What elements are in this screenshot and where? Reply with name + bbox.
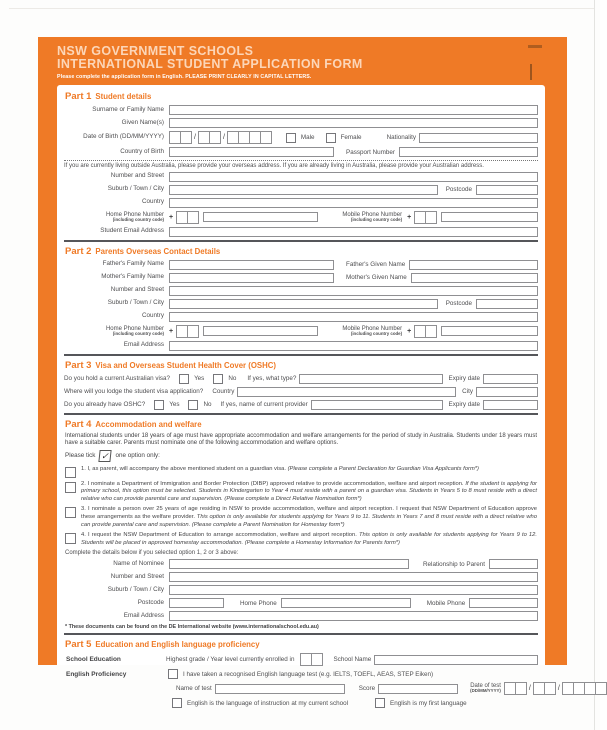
phone-code-cell[interactable] [425,211,437,224]
scan-artifact [530,64,532,80]
date-cell[interactable] [209,131,221,144]
visa-expiry-input[interactable] [483,374,538,384]
nominee-street-input[interactable] [169,572,538,582]
male-checkbox[interactable] [286,133,296,143]
option-4-checkbox[interactable] [65,533,76,544]
nominee-mobile-phone-input[interactable] [469,598,538,608]
street-label: Number and Street [110,286,164,294]
form-title-line2: INTERNATIONAL STUDENT APPLICATION FORM [57,57,363,71]
parents-street-input[interactable] [169,286,538,296]
nominee-home-phone-input[interactable] [281,598,411,608]
plus-sign: + [407,213,412,221]
date-cell[interactable] [595,682,607,695]
relationship-input[interactable] [489,559,538,569]
dob-row [64,131,538,144]
no-label: No [228,375,237,383]
application-form-page [38,37,567,707]
postcode-label: Postcode [445,300,472,308]
mother-family-label: Mother's Family Name [101,273,164,281]
student-street-input[interactable] [169,172,538,182]
address-note: If you are currently living outside Australia, please provide your overseas address. If you are already living in Australia, please provide your Australian address. [64,163,484,169]
form-title-line1: NSW GOVERNMENT SCHOOLS [57,44,254,58]
part2-title: Parents Overseas Contact Details [95,246,221,256]
english-instruction-checkbox[interactable] [172,698,182,708]
surname-label: Surname or Family Name [92,105,164,113]
parents-postcode-input[interactable] [476,299,538,309]
suburb-label: Suburb / Town / City [107,185,164,193]
student-email-input[interactable] [169,227,538,237]
surname-row [64,105,538,115]
mobile-phone-label: Mobile Phone [426,599,466,607]
dob-label: Date of Birth (DD/MM/YYYY) [83,133,164,141]
nominee-row [64,559,538,569]
part4-number: Part 4 [65,418,92,430]
home-phone-label: Home Phone [240,599,277,607]
student-mobile-phone-input[interactable] [441,212,538,222]
option-1-checkbox[interactable] [65,467,76,478]
mother-given-input[interactable] [411,273,538,283]
visa-lodge-row [64,387,538,397]
scan-page-top-edge [9,8,595,9]
part4-intro: International students under 18 years of age must have appropriate accommodation and welfare arrangements for the period of study in Australia. Students under 18 years must have a suitable carer. Parents must nominate one of the following accommodation and welfare options. [65,432,537,447]
section-divider [64,354,538,356]
scan-page-right-edge [594,0,595,730]
parents-mobile-phone-input[interactable] [441,326,538,336]
mother-family-input[interactable] [169,273,334,283]
school-name-input[interactable] [374,655,538,665]
home-phone-code-cells [176,211,199,224]
nationality-input[interactable] [419,133,538,143]
visa-yes-checkbox[interactable] [179,374,189,384]
tick-post-label: one option only: [115,452,160,460]
parents-street-row [64,286,538,296]
home-phone-label: Home Phone Number (including country code) [105,212,164,223]
accommodation-option-2 [65,481,537,504]
accommodation-option-3 [65,506,537,529]
student-street-row [64,172,538,182]
visa-expiry-label: Expiry date [448,375,480,383]
english-first-language-label: English is my first language [390,699,467,707]
part2-heading [65,246,537,257]
test-date-year-cells [562,682,607,695]
lodge-city-input[interactable] [476,387,538,397]
email-label: Email Address [123,611,164,619]
school-name-label: School Name [333,656,372,664]
parents-phone-row [64,325,538,338]
student-country-row [64,198,538,208]
name-of-test-label: Name of test [176,685,212,693]
name-of-test-input[interactable] [215,684,345,694]
test-taken-label: I have taken a recognised English language test (e.g. IELTS, TOEFL, AEAS, STEP Eiken) [183,670,434,678]
nominee-suburb-input[interactable] [169,585,538,595]
home-phone-code-cells [176,325,199,338]
father-family-input[interactable] [169,260,334,270]
grade-cell[interactable] [311,653,323,666]
part3-heading [65,360,537,371]
dob-year-cells [227,131,272,144]
part4-title: Accommodation and welfare [95,419,202,429]
section-divider [64,413,538,415]
option-2-text: 2. I nominate a Department of Immigration and Border Protection (DIBP) approved relative to provide accommodation, welfare and airport reception. If the student is applying for primary school, this option must be selected. Students in Kindergarten to Year 4 must reside with a parent on a guardian visa. Students in Years 5 to 8 must reside with a direct relative who can provide parental care and supervision. (Please complete a Direct Relative Nomination form*) [81,480,537,502]
accommodation-option-1 [65,466,537,478]
visa-question-row [64,374,538,384]
street-label: Number and Street [110,172,164,180]
part1-title: Student details [95,92,152,101]
parents-email-input[interactable] [169,341,538,351]
accommodation-option-4 [65,532,537,547]
suburb-label: Suburb / Town / City [107,299,164,307]
date-slash: / [194,134,196,141]
mobile-phone-code-cells [414,325,437,338]
form-header [38,37,567,80]
visa-question-label: Do you hold a current Australian visa? [64,375,171,383]
female-checkbox[interactable] [326,133,336,143]
student-phone-row [64,211,538,224]
plus-sign: + [169,213,174,221]
scan-artifact [528,45,542,48]
date-cell[interactable] [180,131,192,144]
parents-country-input[interactable] [169,312,538,322]
part5-heading [65,639,537,650]
test-taken-checkbox[interactable] [168,669,178,679]
plus-sign: + [407,327,412,335]
part3-number: Part 3 [65,359,92,371]
female-label: Female [340,134,362,141]
score-label: Score [358,685,376,693]
date-cell[interactable] [260,131,272,144]
lodge-city-label: City [462,388,473,396]
parents-country-row [64,312,538,322]
phone-code-cell[interactable] [425,325,437,338]
male-label: Male [300,134,315,141]
surname-input[interactable] [169,105,538,115]
passport-number-input[interactable] [399,147,538,157]
option-3-checkbox[interactable] [65,507,76,518]
date-slash: / [528,685,531,693]
parents-home-phone-input[interactable] [203,326,318,336]
given-names-label: Given Name(s) [121,118,164,126]
section-divider [64,240,538,242]
given-names-row [64,118,538,128]
home-phone-label: Home Phone Number (including country code) [105,326,164,337]
option-3-text: 3. I nominate a person over 25 years of age residing in NSW to provide accommodation, welfare and airport reception. I request that NSW Department of Education approve these arrangements as the welfare provider. This option is only available for students applying for Years 9 to 11. Students in Years 7 and 8 must reside with a direct relative who can provide parental care and supervision. (Please complete a Parent Nomination for Homestay form*) [81,506,537,528]
parents-suburb-input[interactable] [169,299,438,309]
english-first-language-checkbox[interactable] [375,698,385,708]
student-suburb-input[interactable] [169,185,438,195]
mother-given-label: Mother's Given Name [346,274,407,282]
plus-sign: + [169,327,174,335]
visa-type-label: If yes, what type? [247,375,297,383]
student-home-phone-input[interactable] [203,212,318,222]
form-body [57,85,560,707]
dob-day-cells [169,131,192,144]
student-country-input[interactable] [169,198,538,208]
yes-label: Yes [169,401,180,409]
part2-number: Part 2 [65,245,92,257]
given-names-input[interactable] [169,118,538,128]
country-of-birth-label: Country of Birth [120,147,164,155]
date-slash: / [222,134,225,141]
mobile-phone-code-cells [414,211,437,224]
visa-type-input[interactable] [299,374,442,384]
suburb-label: Suburb / Town / City [107,585,164,593]
highest-grade-label: Highest grade / Year level currently enrolled in [166,656,295,664]
option-4-text: 4. I request the NSW Department of Education to arrange accommodation, welfare and airport reception. This option is only available for students applying for Years 9 to 12. Students will be placed in approved homestay accommodation. (Please complete a Homestay Information for Parents form*) [81,532,537,546]
tick-icon: ✓ [101,450,110,461]
mobile-phone-label: Mobile Phone Number (including country code) [342,212,403,223]
tick-instruction [65,450,537,462]
date-slash: / [557,685,560,693]
nominee-email-input[interactable] [169,611,538,621]
form-header-note: Please complete the application form in English. PLEASE PRINT CLEARLY IN CAPITAL LETTERS. [57,74,312,80]
oshc-expiry-input[interactable] [483,400,538,410]
school-education-row [64,653,538,666]
nominee-street-row [64,572,538,582]
date-cell[interactable] [544,682,556,695]
nominee-input[interactable] [169,559,409,569]
score-input[interactable] [378,684,458,694]
dotted-divider [64,160,538,161]
mobile-phone-label: Mobile Phone Number (including country code) [342,326,403,337]
father-name-row [64,260,538,270]
documents-footnote: * These documents can be found on the DE International website (www.internationalschool.edu.au) [65,624,319,631]
test-date-day-cells [504,682,527,695]
english-language-row [164,698,538,708]
english-proficiency-row [64,669,538,679]
ticked-checkbox [99,450,112,462]
part3-title: Visa and Overseas Student Health Cover (OSHC) [95,360,276,370]
nominee-label: Name of Nominee [113,559,164,567]
part5-title: Education and English language proficiency [95,640,260,650]
grade-cells [300,653,323,666]
relationship-label: Relationship to Parent [423,560,485,568]
option-1-text: 1. I, as parent, will accompany the above mentioned student on a guardian visa. (Please complete a Parent Declaration for Guardian Visa Applicants form*) [81,465,479,472]
country-label: Country [141,312,164,320]
lodge-country-label: Country [212,388,235,396]
part4-heading [65,419,537,430]
lodge-country-input[interactable] [237,387,456,397]
oshc-no-checkbox[interactable] [188,400,198,410]
tick-pre-label: Please tick [65,452,96,460]
parents-email-row [64,341,538,351]
part5-number: Part 5 [65,639,92,651]
no-label: No [203,401,212,409]
lodge-question-label: Where will you lodge the student visa application? [64,388,204,396]
phone-code-cell[interactable] [187,211,199,224]
postcode-label: Postcode [137,598,164,606]
part1-heading [65,91,537,102]
test-date-month-cells [533,682,556,695]
complete-details-note: Complete the details below if you selected option 1, 2 or 3 above: [65,550,239,557]
oshc-provider-input[interactable] [311,400,443,410]
part1-number: Part 1 [65,91,92,102]
date-cell[interactable] [515,682,527,695]
father-given-input[interactable] [409,260,538,270]
nationality-label: Nationality [386,134,416,141]
oshc-yes-checkbox[interactable] [154,400,164,410]
oshc-expiry-label: Expiry date [448,401,480,409]
phone-code-cell[interactable] [187,325,199,338]
student-email-label: Student Email Address [100,227,164,235]
yes-label: Yes [194,375,205,383]
option-2-checkbox[interactable] [65,482,76,493]
country-of-birth-input[interactable] [169,147,334,157]
student-suburb-row [64,185,538,195]
student-email-row [64,227,538,237]
date-of-test-label: Date of test (DD/MM/YYYY) [470,683,501,694]
oshc-question-label: Do you already have OSHC? [64,401,146,409]
parents-suburb-row [64,299,538,309]
passport-number-label: Passport Number [346,148,395,156]
oshc-provider-label: If yes, name of current provider [220,401,308,409]
english-instruction-label: English is the language of instruction at my current school [187,699,349,707]
nominee-phones-row [64,598,538,608]
father-given-label: Father's Given Name [346,261,406,269]
school-education-label: School Education [66,656,121,664]
nominee-suburb-row [64,585,538,595]
postcode-label: Postcode [445,186,472,194]
nominee-postcode-input[interactable] [169,598,224,608]
visa-no-checkbox[interactable] [213,374,223,384]
country-label: Country [141,198,164,206]
country-of-birth-row [64,147,538,157]
mother-name-row [64,273,538,283]
parents-email-label: Email Address [123,341,164,349]
oshc-question-row [64,400,538,410]
english-proficiency-label: English Proficiency [66,670,127,678]
nominee-email-row [64,611,538,621]
student-postcode-input[interactable] [476,185,538,195]
father-family-label: Father's Family Name [102,260,164,268]
dob-month-cells [198,131,221,144]
street-label: Number and Street [110,572,164,580]
section-divider [64,633,538,635]
test-details-row [164,682,560,695]
